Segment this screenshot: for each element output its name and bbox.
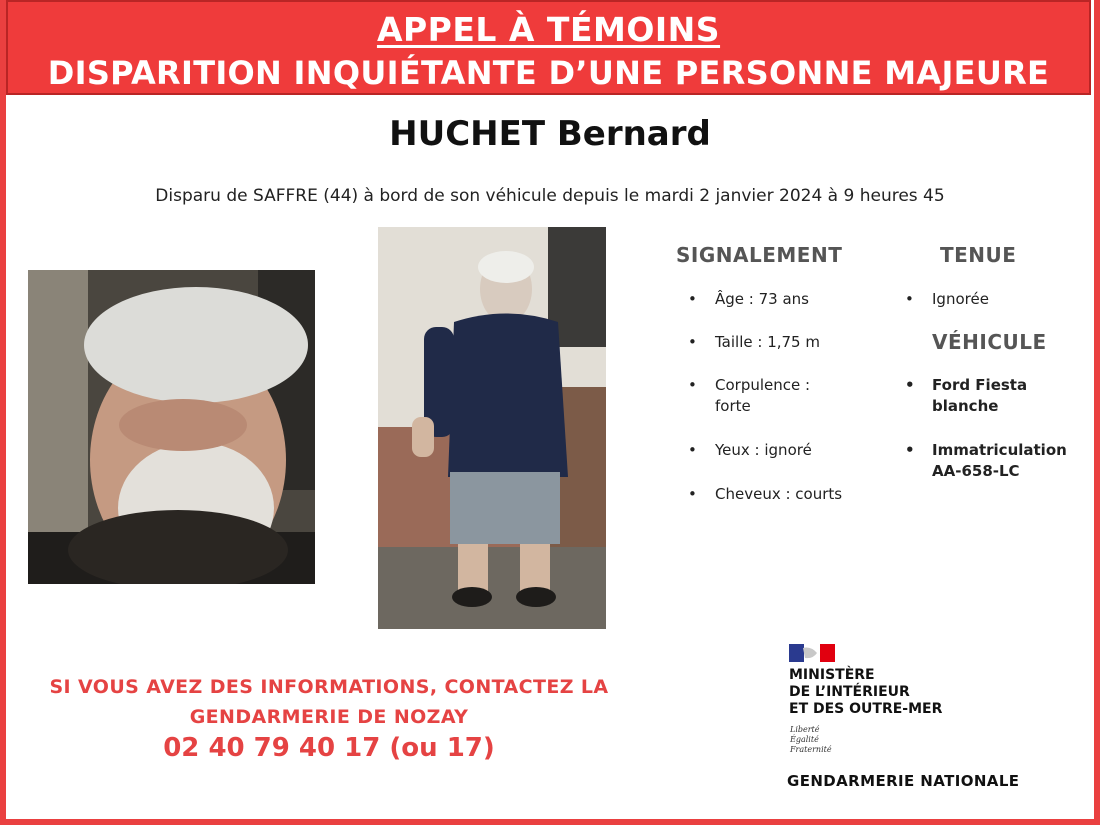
contact-line-1: SI VOUS AVEZ DES INFORMATIONS, CONTACTEZ LA <box>49 676 609 698</box>
tenue-heading: TENUE <box>940 243 1017 267</box>
bullet: • <box>688 290 697 308</box>
header-banner <box>6 0 1091 95</box>
eyes-item <box>688 440 812 461</box>
height-item <box>688 332 820 353</box>
motto-egalite: Égalité <box>790 735 819 744</box>
height-text: Taille : 1,75 m <box>715 333 820 351</box>
build-item <box>688 375 811 417</box>
eyes-text: Yeux : ignoré <box>715 441 812 459</box>
age-text: Âge : 73 ans <box>715 290 809 308</box>
hair-text: Cheveux : courts <box>715 485 843 503</box>
portrait-photo <box>28 270 315 584</box>
signalement-heading: SIGNALEMENT <box>676 243 843 267</box>
appeal-title: APPEL À TÉMOINS <box>376 10 721 49</box>
plate-number: AA-658-LC <box>932 462 1020 480</box>
bullet: • <box>688 485 697 503</box>
clothing-text: Ignorée <box>932 290 989 308</box>
motto-fraternite: Fraternité <box>790 745 832 754</box>
bullet: • <box>905 376 915 394</box>
marianne-flag-icon <box>789 644 835 662</box>
bullet: • <box>688 333 697 351</box>
vehicule-heading: VÉHICULE <box>932 330 1047 354</box>
ministry-line-2: DE L’INTÉRIEUR <box>789 684 910 700</box>
age-item <box>688 289 809 310</box>
bullet: • <box>688 376 697 394</box>
contact-phone: 02 40 79 40 17 (ou 17) <box>163 733 495 763</box>
bullet: • <box>905 441 915 459</box>
gendarmerie-nationale: GENDARMERIE NATIONALE <box>787 772 1020 790</box>
full-body-photo <box>378 227 606 629</box>
ministry-line-3: ET DES OUTRE-MER <box>789 701 943 717</box>
build-label: Corpulence : <box>715 376 811 394</box>
plate-label: Immatriculation <box>932 441 1067 459</box>
vehicle-color: blanche <box>932 397 999 415</box>
disappearance-title: DISPARITION INQUIÉTANTE D’UNE PERSONNE MAJEURE <box>47 54 1050 92</box>
contact-line-2: GENDARMERIE DE NOZAY <box>189 706 469 728</box>
disappearance-details: Disparu de SAFFRE (44) à bord de son véhicule depuis le mardi 2 janvier 2024 à 9 heures 45 <box>155 186 945 206</box>
bullet: • <box>688 441 697 459</box>
vehicle-model-item <box>905 375 1028 417</box>
ministry-line-1: MINISTÈRE <box>789 667 875 683</box>
plate-item <box>905 440 1067 482</box>
hair-item <box>688 484 843 505</box>
vehicle-model: Ford Fiesta <box>932 376 1028 394</box>
person-name: HUCHET Bernard <box>389 114 711 154</box>
clothing-item <box>905 289 989 310</box>
ministry-name <box>789 667 942 718</box>
republic-motto <box>790 725 832 755</box>
bullet: • <box>905 290 914 308</box>
build-value: forte <box>715 397 751 415</box>
motto-liberte: Liberté <box>790 725 820 734</box>
